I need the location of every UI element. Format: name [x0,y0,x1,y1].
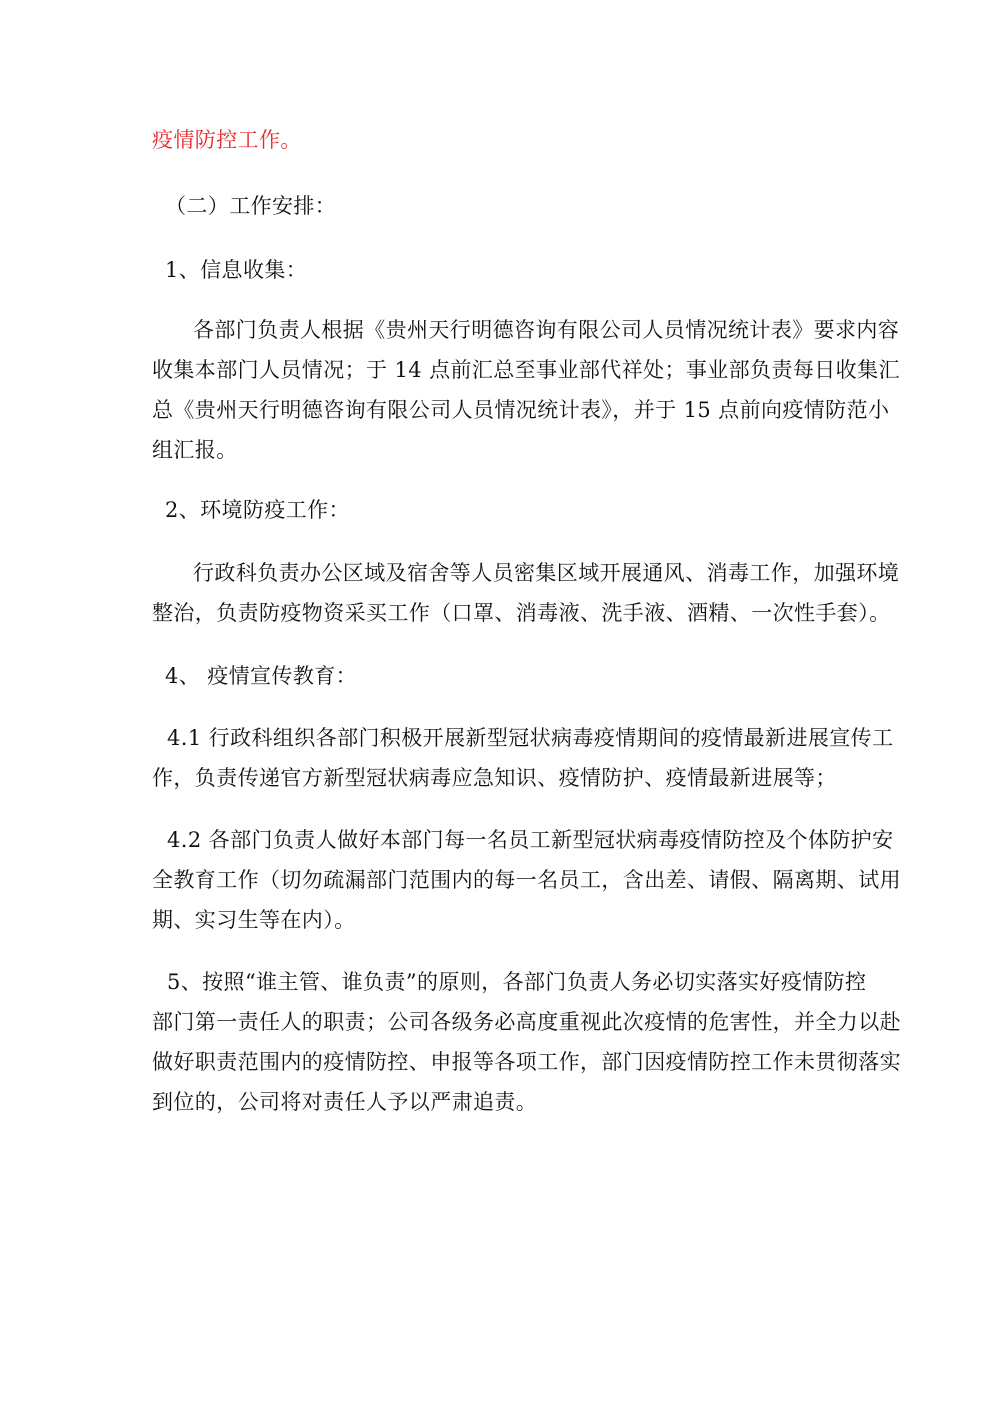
item2-line: 整治，负责防疫物资采买工作（口罩、消毒液、洗手液、酒精、一次性手套）。 [152,601,891,625]
section-heading: （二）工作安排： [165,194,337,218]
item4-sub2-line: 全教育工作（切勿疏漏部门范围内的每一名员工，含出差、请假、隔离期、试用 [152,868,901,892]
item4-sub1-line: 作，负责传递官方新型冠状病毒应急知识、疫情防护、疫情最新进展等； [152,766,837,790]
item4-sub2-paragraph [152,820,901,940]
item4-sub1-paragraph [152,718,894,798]
item1-line: 各部门负责人根据《贵州天行明德咨询有限公司人员情况统计表》要求内容 [193,318,900,342]
item2-paragraph [152,553,900,633]
item4-sub2-line: 4.2 各部门负责人做好本部门每一名员工新型冠状病毒疫情防控及个体防护安 [167,828,894,852]
item4-heading: 4、 疫情宣传教育： [165,664,358,688]
item1-line: 组汇报。 [152,438,238,462]
item2-heading: 2、环境防疫工作： [165,498,350,522]
item1-paragraph [152,310,900,470]
item5-paragraph [152,962,901,1122]
item4-sub2-line: 期、实习生等在内）。 [152,908,356,932]
item1-heading: 1、信息收集： [165,258,308,282]
item1-line: 收集本部门人员情况；于 14 点前汇总至事业部代祥处；事业部负责每日收集汇 [152,358,900,382]
item5-line: 做好职责范围内的疫情防控、申报等各项工作，部门因疫情防控工作未贯彻落实 [152,1050,901,1074]
intro-line: 疫情防控工作。 [152,128,302,152]
item4-sub1-line: 4.1 行政科组织各部门积极开展新型冠状病毒疫情期间的疫情最新进展宣传工 [167,726,894,750]
item5-line: 部门第一责任人的职责；公司各级务必高度重视此次疫情的危害性，并全力以赴 [152,1010,901,1034]
item1-line: 总《贵州天行明德咨询有限公司人员情况统计表》，并于 15 点前向疫情防范小 [152,398,890,422]
item5-line: 到位的，公司将对责任人予以严肃追责。 [152,1090,538,1114]
item5-line: 5、按照“谁主管、谁负责”的原则，各部门负责人务必切实落实好疫情防控 [167,970,867,994]
item2-line: 行政科负责办公区域及宿舍等人员密集区域开展通风、消毒工作，加强环境 [193,561,900,585]
